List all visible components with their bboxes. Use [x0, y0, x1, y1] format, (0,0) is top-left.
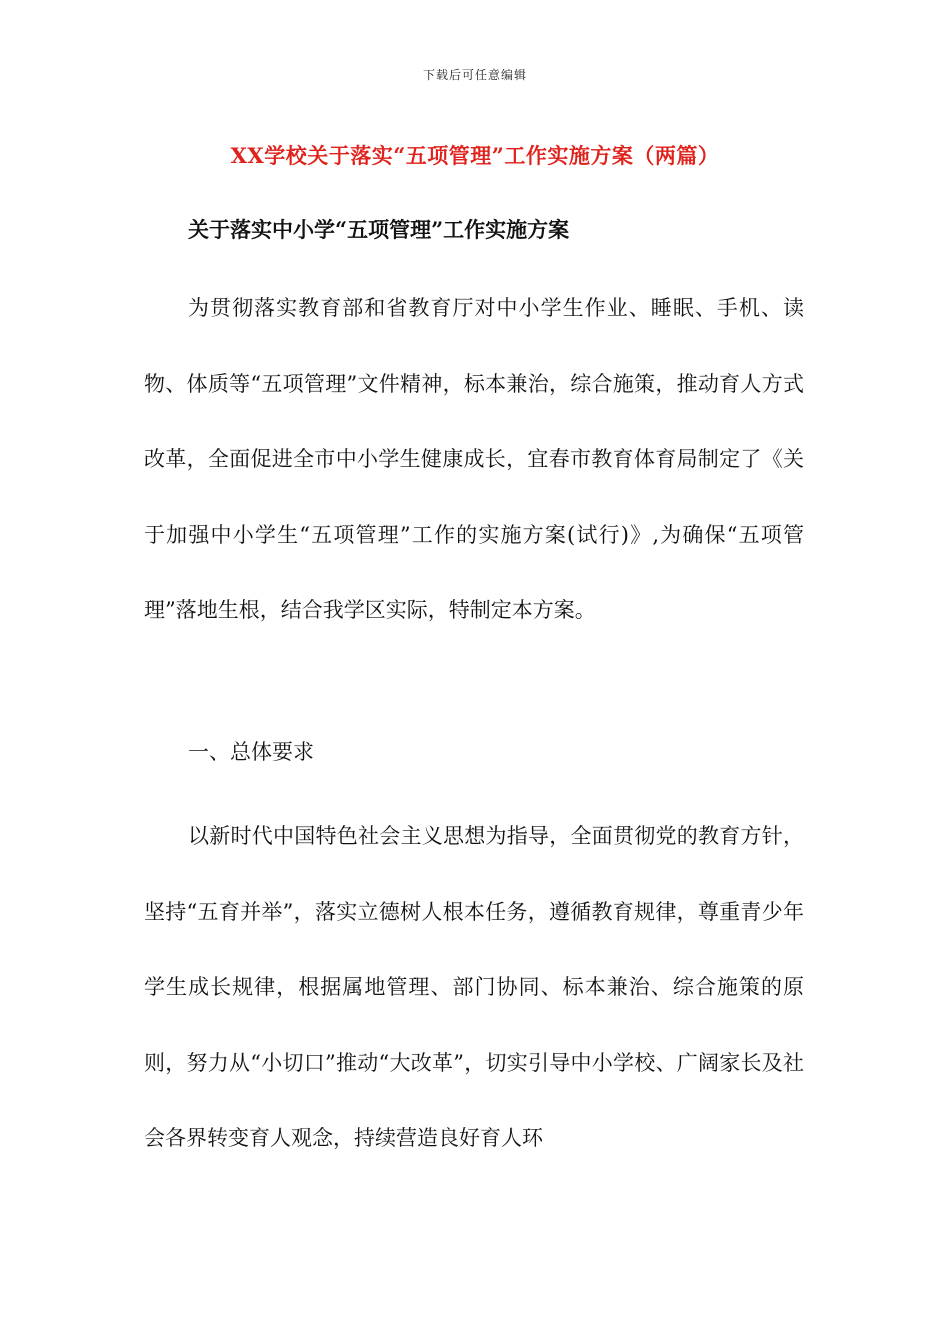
document-title: XX学校关于落实“五项管理”工作实施方案（两篇） [230, 143, 720, 168]
paragraph-intro: 为贯彻落实教育部和省教育厅对中小学生作业、睡眠、手机、读物、体质等“五项管理”文件精神，标本兼治，综合施策，推动育人方式改革，全面促进全市中小学生健康成长，宜春市教育体育局制定了《关于加强中小学生“五项管理”工作的实施方案(试行)》,为确保“五项管理”落地生根，结合我学区实际，特制定本方案。 [144, 296, 804, 622]
paragraph-general-requirements: 以新时代中国特色社会主义思想为指导，全面贯彻党的教育方针，坚持“五育并举”，落实立德树人根本任务，遵循教育规律，尊重青少年学生成长规律，根据属地管理、部门协同、标本兼治、综合施策的原则，努力从“小切口”推动“大改革”，切实引导中小学校、广阔家长及社会各界转变育人观念，持续营造良好育人环 [144, 824, 804, 1150]
heading-general-requirements: 一、总体要求 [188, 740, 314, 764]
header-note: 下载后可任意编辑 [422, 68, 527, 82]
section-title: 关于落实中小学“五项管理”工作实施方案 [188, 217, 570, 242]
